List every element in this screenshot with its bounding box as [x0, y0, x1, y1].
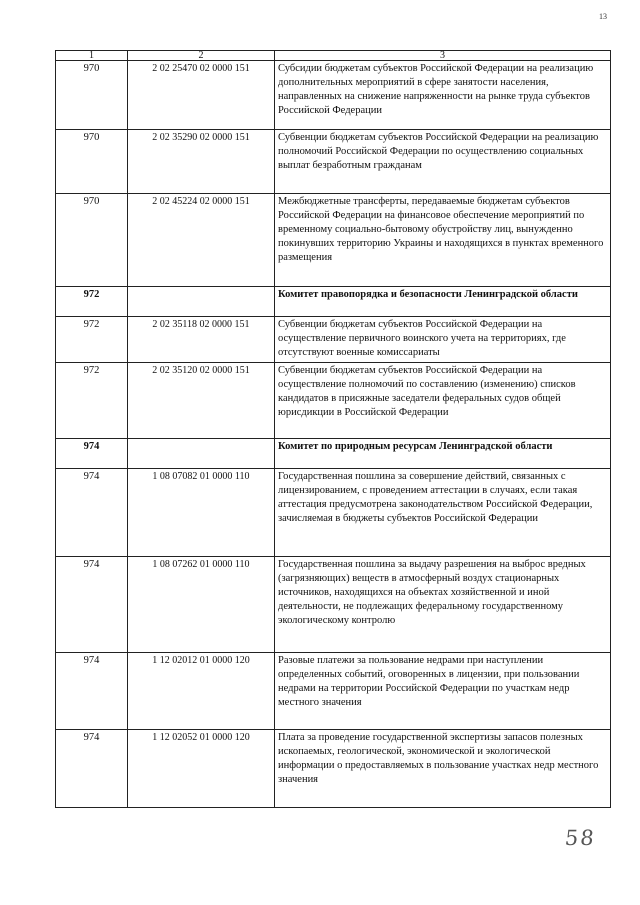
admin-code-cell: 974 [56, 730, 128, 808]
description-cell: Субвенции бюджетам субъектов Российской Федерации на реализацию полномочий Российской Федерации по осуществлению социальных выплат безработным гражданам [275, 130, 611, 194]
admin-code-cell: 970 [56, 61, 128, 130]
section-header-row [56, 439, 611, 469]
admin-code-cell: 974 [56, 557, 128, 653]
description-cell: Плата за проведение государственной экспертизы запасов полезных ископаемых, геологической, экономической и экологической информации о предоставляемых в пользование участках недр местного значения [275, 730, 611, 808]
section-title: Комитет правопорядка и безопасности Ленинградской области [275, 287, 611, 317]
admin-code-cell: 974 [56, 469, 128, 557]
admin-code-cell: 974 [56, 439, 128, 469]
column-header-3: 3 [275, 51, 611, 61]
handwritten-page-number: 58 [563, 826, 597, 850]
section-title: Комитет по природным ресурсам Ленинградской области [275, 439, 611, 469]
admin-code-cell: 972 [56, 287, 128, 317]
budget-code-cell: 1 08 07262 01 0000 110 [128, 557, 275, 653]
budget-code-cell: 2 02 35120 02 0000 151 [128, 363, 275, 439]
table-row [56, 317, 611, 363]
column-header-1: 1 [56, 51, 128, 61]
admin-code-cell: 970 [56, 130, 128, 194]
page-number: 13 [599, 12, 607, 21]
admin-code-cell: 974 [56, 653, 128, 730]
budget-code-cell: 2 02 35290 02 0000 151 [128, 130, 275, 194]
budget-code-cell: 2 02 45224 02 0000 151 [128, 194, 275, 287]
description-cell: Субсидии бюджетам субъектов Российской Федерации на реализацию дополнительных мероприятий в сфере занятости населения, направленных на снижение напряженности на рынке труда субъектов Российской Федерации [275, 61, 611, 130]
budget-revenue-table [55, 50, 611, 808]
budget-code-cell: 1 12 02052 01 0000 120 [128, 730, 275, 808]
table-row [56, 61, 611, 130]
budget-code-cell: 1 08 07082 01 0000 110 [128, 469, 275, 557]
budget-code-cell [128, 287, 275, 317]
budget-code-cell: 1 12 02012 01 0000 120 [128, 653, 275, 730]
table-row [56, 194, 611, 287]
table-row [56, 653, 611, 730]
budget-code-cell: 2 02 25470 02 0000 151 [128, 61, 275, 130]
table-row [56, 363, 611, 439]
description-cell: Государственная пошлина за выдачу разрешения на выброс вредных (загрязняющих) веществ в атмосферный воздух стационарных источников, находящихся на объектах хозяйственной и иной деятельности, не подлежащих федеральному государственному экологическому контролю [275, 557, 611, 653]
description-cell: Субвенции бюджетам субъектов Российской Федерации на осуществление полномочий по составлению (изменению) списков кандидатов в присяжные заседатели федеральных судов общей юрисдикции в Российской Федерации [275, 363, 611, 439]
description-cell: Разовые платежи за пользование недрами при наступлении определенных событий, оговоренных в лицензии, при пользовании недрами на территории Российской Федерации по участкам недр местного значения [275, 653, 611, 730]
admin-code-cell: 972 [56, 363, 128, 439]
description-cell: Государственная пошлина за совершение действий, связанных с лицензированием, с проведением аттестации в случаях, если такая аттестация предусмотрена законодательством Российской Федерации, зачисляемая в бюджеты субъектов Российской Федерации [275, 469, 611, 557]
budget-code-cell: 2 02 35118 02 0000 151 [128, 317, 275, 363]
admin-code-cell: 970 [56, 194, 128, 287]
column-header-2: 2 [128, 51, 275, 61]
description-cell: Межбюджетные трансферты, передаваемые бюджетам субъектов Российской Федерации на финансовое обеспечение мероприятий по временному социально-бытовому обустройству лиц, вынужденно покинувших территорию Украины и находящихся в пунктах временного размещения [275, 194, 611, 287]
table-row [56, 469, 611, 557]
table-row [56, 557, 611, 653]
table-header-row [56, 51, 611, 61]
table-row [56, 130, 611, 194]
description-cell: Субвенции бюджетам субъектов Российской Федерации на осуществление первичного воинского учета на территориях, где отсутствуют военные комиссариаты [275, 317, 611, 363]
budget-code-cell [128, 439, 275, 469]
admin-code-cell: 972 [56, 317, 128, 363]
table-row [56, 730, 611, 808]
section-header-row [56, 287, 611, 317]
